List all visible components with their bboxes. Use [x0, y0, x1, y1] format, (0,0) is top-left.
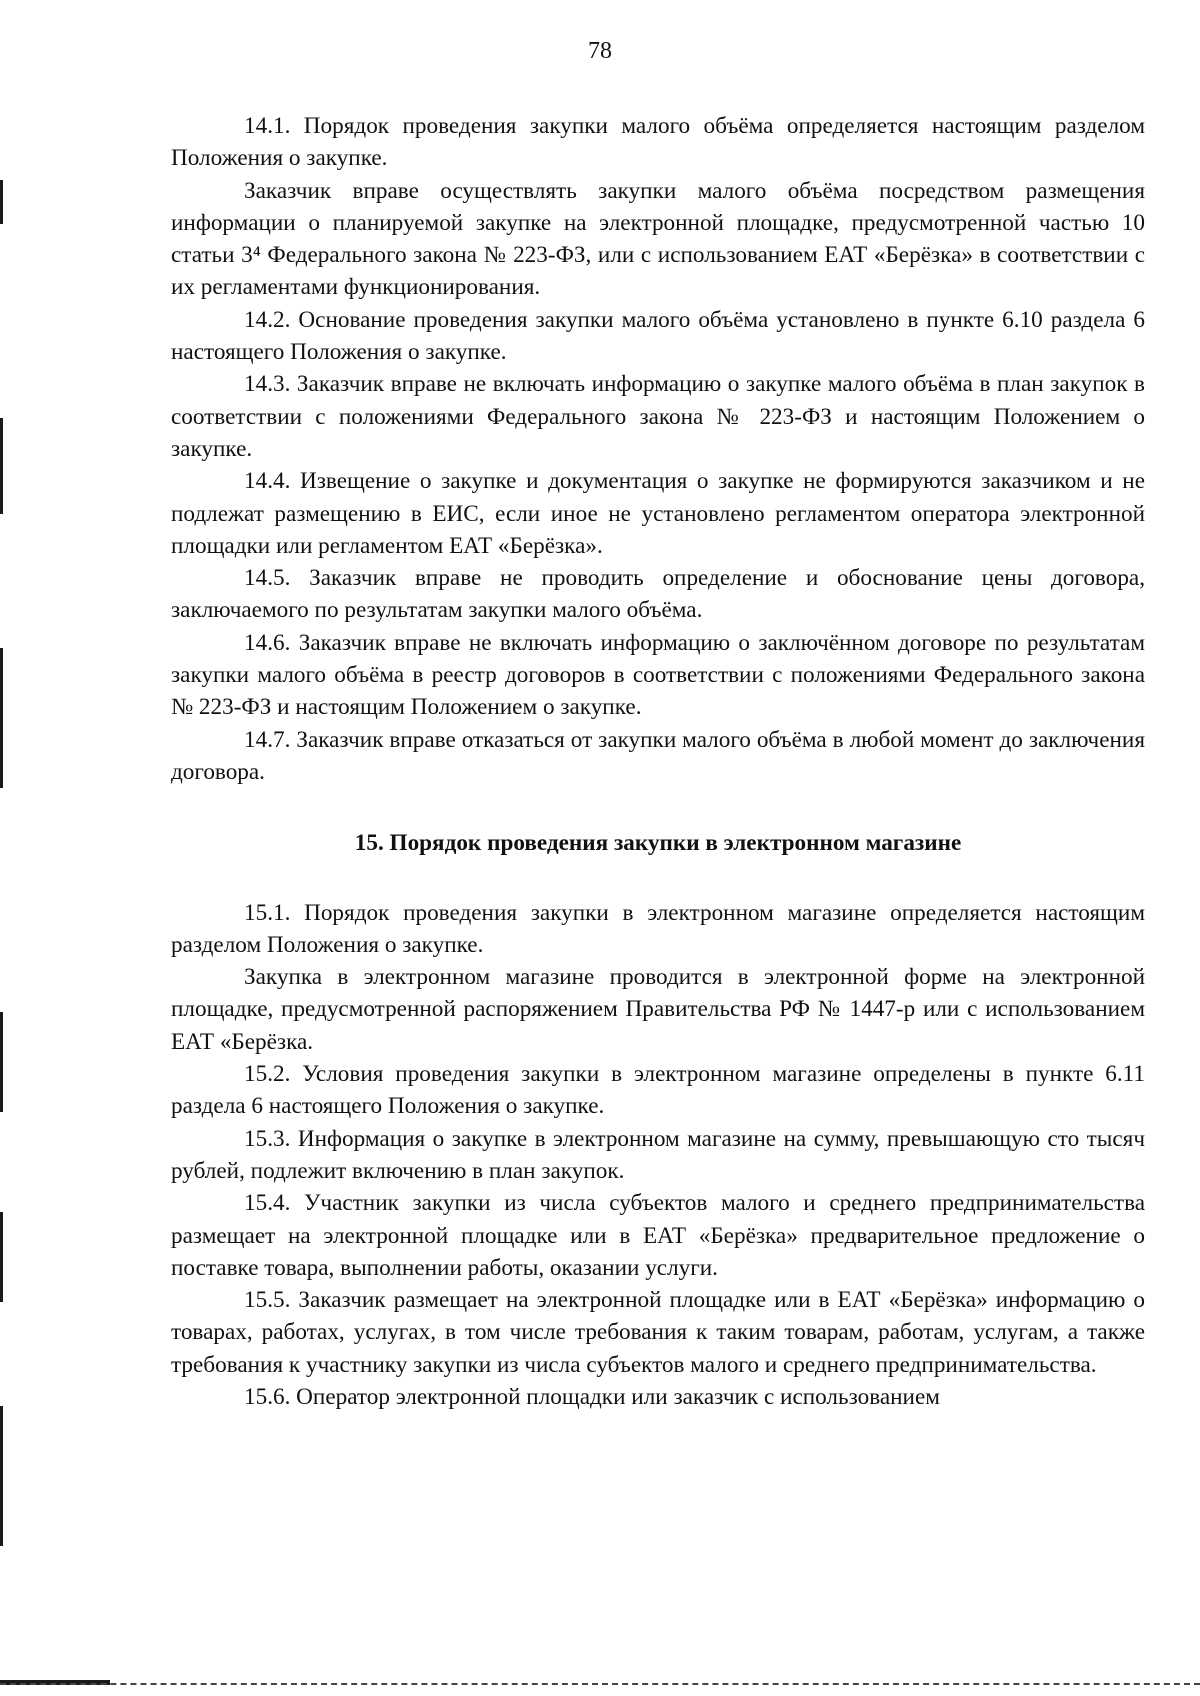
paragraph-14-4: 14.4. Извещение о закупке и документация о закупке не формируются заказчиком и не подлежат размещению в ЕИС, если иное не установлено регламентом оператора электронной площадки или регламентом ЕАТ «Берёзка». [171, 468, 1145, 559]
paragraph-15-2: 15.2. Условия проведения закупки в электронном магазине определены в пункте 6.11 раздела 6 настоящего Положения о закупке. [171, 1061, 1145, 1120]
paragraph-14-3: 14.3. Заказчик вправе не включать информацию о закупке малого объёма в план закупок в соответствии с положениями Федерального закона № 223-ФЗ и настоящим Положением о закупке. [171, 371, 1145, 462]
paragraph-14-1-continued: Заказчик вправе осуществлять закупки малого объёма посредством размещения информации о планируемой закупке на электронной площадке, предусмотренной частью 10 статьи 3⁴ Федерального закона № 223-ФЗ, или с использованием ЕАТ «Берёзка» в соответствии с их регламентами функционирования. [171, 177, 1145, 301]
paragraph-15-1-continued: Закупка в электронном магазине проводится в электронной форме на электронной площадке, предусмотренной распоряжением Правительства РФ № 1447-р или с использованием ЕАТ «Берёзка. [171, 964, 1145, 1055]
paragraph-15-6: 15.6. Оператор электронной площадки или заказчик с использованием [244, 1383, 940, 1410]
paragraph-14-1: 14.1. Порядок проведения закупки малого объёма определяется настоящим разделом Положения о закупке. [171, 113, 1145, 172]
paragraph-15-1: 15.1. Порядок проведения закупки в электронном магазине определяется настоящим разделом Положения о закупке. [171, 899, 1145, 958]
paragraph-14-2: 14.2. Основание проведения закупки малого объёма установлено в пункте 6.10 раздела 6 настоящего Положения о закупке. [171, 306, 1145, 366]
section-15-heading: 15. Порядок проведения закупки в электронном магазине [354, 830, 962, 857]
scan-edge-mark [0, 1406, 3, 1546]
scan-edge-mark [0, 1212, 3, 1302]
paragraph-14-6: 14.6. Заказчик вправе не включать информацию о заключённом договоре по результатам закупки малого объёма в реестр договоров в соответствии с положениями Федерального закона № 223-ФЗ и настоящим Положением о закупке. [171, 629, 1145, 721]
paragraph-15-5: 15.5. Заказчик размещает на электронной площадке или в ЕАТ «Берёзка» информацию о товарах, работах, услугах, в том числе требования к таким товарам, работам, услугам, а также требования к участнику закупки из числа субъектов малого и среднего предпринимательства. [171, 1287, 1145, 1378]
scan-edge-mark [0, 180, 3, 224]
scan-edge-mark [0, 1012, 3, 1112]
paragraph-14-5: 14.5. Заказчик вправе не проводить определение и обоснование цены договора, заключаемого по результатам закупки малого объёма. [171, 565, 1145, 624]
paragraph-15-3: 15.3. Информация о закупке в электронном магазине на сумму, превышающую сто тысяч рублей, подлежит включению в план закупок. [171, 1125, 1145, 1184]
scan-edge-mark [0, 418, 3, 514]
page-number: 78 [588, 38, 612, 64]
paragraph-14-7: 14.7. Заказчик вправе отказаться от закупки малого объёма в любой момент до заключения договора. [171, 726, 1145, 785]
paragraph-15-4: 15.4. Участник закупки из числа субъектов малого и среднего предпринимательства размещает на электронной площадке или в ЕАТ «Берёзка» предварительное предложение о поставке товара, выполнении работы, оказании услуги. [171, 1190, 1145, 1281]
document-body [171, 110, 1145, 1413]
scan-edge-mark [0, 648, 3, 788]
scan-bottom-line [0, 1683, 1200, 1689]
